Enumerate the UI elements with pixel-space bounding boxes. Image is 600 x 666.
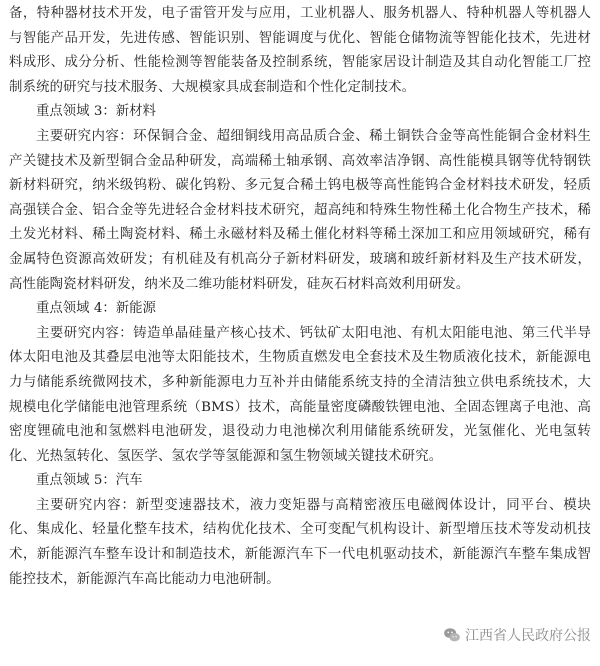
wechat-logo-icon [443, 626, 461, 644]
section-content-new-materials: 主要研究内容：环保铜合金、超细铜线用高品质合金、稀土铜铁合金等高性能铜合金材料生产关键技术及新型铜合金品种研发，高端稀土轴承钢、高效率洁净钢、高性能模具钢等优特钢铁新材料研究，纳米级钨粉、碳化钨粉、多元复合稀土钨电极等高性能钨合金材料技术研发，轻质高强镁合金、铝合金等先进轻合金材料技术研究，超高纯和特殊生物性稀土化合物生产技术，稀土发光材料、稀土陶瓷材料、稀土永磁材料及稀土催化材料等稀土深加工和应用领域研究，稀有金属特色资源高效研发；有机硅及有机高分子新材料研发，玻璃和玻纤新材料及生产技术研发，高性能陶瓷材料研发，纳米及二维功能材料研发，硅灰石材料高效利用研发。 [9, 128, 591, 292]
intro-paragraph: 备，特种器材技术开发，电子雷管开发与应用，工业机器人、服务机器人、特种机器人等机器人与智能产品开发，先进传感、智能识别、智能调度与优化、智能仓储物流等智能化技术，先进材料成形、成分分析、性能检测等智能装备及控制系统，智能家居设计制造及其自动化智能工厂控制系统的研究与技术服务、大规模家具成套制造和个性化定制技术。 [9, 6, 591, 95]
section-heading-automobile: 重点领域 5：汽车 [36, 473, 143, 489]
watermark-text: 江西省人民政府公报 [465, 628, 591, 644]
watermark [440, 624, 594, 646]
section-heading-new-materials: 重点领域 3：新材料 [36, 104, 156, 120]
section-content-automobile: 主要研究内容：新型变速器技术，液力变矩器与高精密液压电磁阀体设计，同平台、模块化、集成化、轻量化整车技术，结构优化技术、全可变配气机构设计、新型增压技术等发动机技术，新能源汽车整车设计和制造技术，新能源汽车下一代电机驱动技术，新能源汽车整车集成智能控技术，新能源汽车高比能动力电池研制。 [9, 497, 591, 587]
section-content-new-energy: 主要研究内容：铸造单晶硅量产核心技术、钙钛矿太阳电池、有机太阳能电池、第三代半导体太阳电池及其叠层电池等太阳能技术，生物质直燃发电全套技术及生物质液化技术，新能源电力与储能系统微网技术，多种新能源电力互补并由储能系统支持的全清洁独立供电系统技术，大规模电化学储能电池管理系统（BMS）技术，高能量密度磷酸铁锂电池、全固态锂离子电池、高密度锂硫电池和氢燃料电池研发，退役动力电池梯次利用储能系统研发，光氢催化、光电氢转化、光热氢转化、氢医学、氢农学等氢能源和氢生物领域关键技术研究。 [9, 325, 591, 464]
section-heading-new-energy: 重点领域 4：新能源 [36, 301, 156, 317]
